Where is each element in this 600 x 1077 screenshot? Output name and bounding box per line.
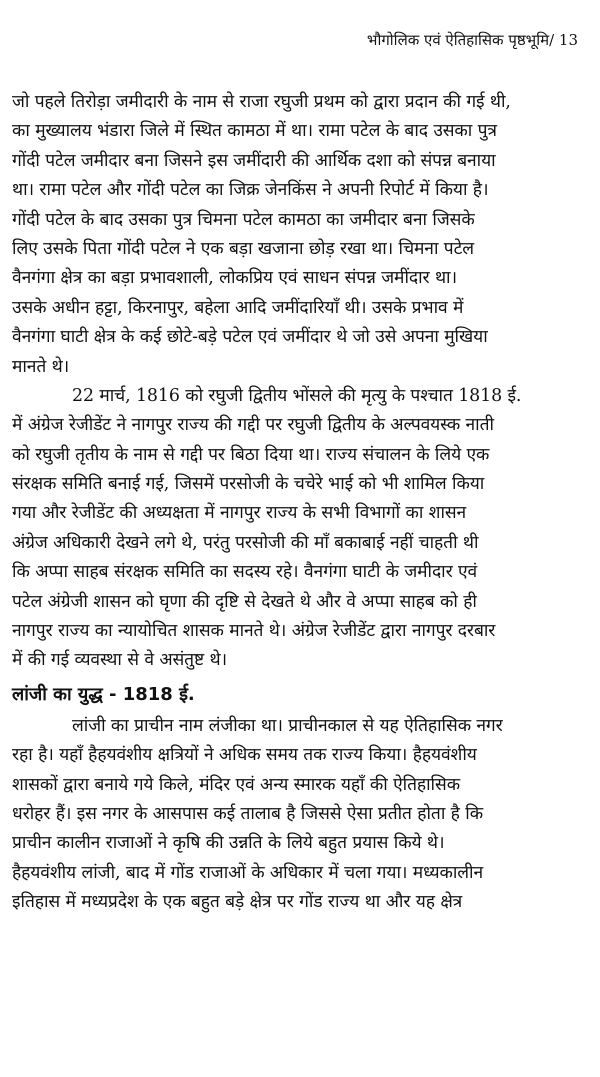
text-line: हैहयवंशीय लांजी, बाद में गोंड राजाओं के अधिकार में चला गया। मध्यकालीन [12, 862, 484, 883]
text-line: जो पहले तिरोड़ा जमीदारी के नाम से राजा रघुजी प्रथम को द्वारा प्रदान की गई थी, [12, 92, 511, 112]
text-line: में अंग्रेज रेजीडेंट ने नागपुर राज्य की गद्दी पर रघुजी द्वितीय के अल्पवयस्क नाती [12, 415, 494, 436]
text-line: इतिहास में मध्यप्रदेश के एक बहुत बड़े क्षेत्र पर गोंड राज्य था और यह क्षेत्र [12, 892, 463, 913]
text-line: नागपुर राज्य का न्यायोचित शासक मानते थे। अंग्रेज रेजीडेंट द्वारा नागपुर दरबार [12, 621, 496, 642]
text-line: धरोहर हैं। इस नगर के आसपास कई तालाब है जिससे ऐसा प्रतीत होता है कि [12, 803, 483, 824]
text-line: लिए उसके पिता गोंदी पटेल ने एक बड़ा खजाना छोड़ रखा था। चिमना पटेल [12, 238, 474, 259]
text-line: का मुख्यालय भंडारा जिले में स्थित कामठा में था। रामा पटेल के बाद उसका पुत्र [12, 121, 497, 142]
paragraph-2 [12, 382, 588, 676]
section-paragraph [12, 712, 588, 918]
text-line: को रघुजी तृतीय के नाम से गद्दी पर बिठा दिया था। राज्य संचालन के लिये एक [12, 444, 490, 465]
text-line: गोंदी पटेल जमीदार बना जिसने इस जमींदारी की आर्थिक दशा को संपन्न बनाया [12, 150, 496, 171]
text-line: गया और रेजीडेंट की अध्यक्षता में नागपुर राज्य के सभी विभागों का शासन [12, 503, 467, 524]
text-line: प्राचीन कालीन राजाओं ने कृषि की उन्नति के लिये बहुत प्रयास किये थे। [12, 833, 445, 854]
text-line: लांजी का प्राचीन नाम लंजीका था। प्राचीनकाल से यह ऐतिहासिक नगर [72, 715, 503, 736]
body-text [12, 88, 588, 918]
text-line: 22 मार्च, 1816 को रघुजी द्वितीय भोंसले की मृत्यु के पश्चात 1818 ई. [72, 385, 522, 406]
text-line: वैनगंगा घाटी क्षेत्र के कई छोटे-बड़े पटेल एवं जमींदार थे जो उसे अपना मुखिया [12, 327, 488, 348]
text-line: में की गई व्यवस्था से वे असंतुष्ट थे। [12, 650, 227, 671]
text-line: गोंदी पटेल के बाद उसका पुत्र चिमना पटेल कामठा का जमीदार बना जिसके [12, 209, 475, 230]
text-line: रहा है। यहाँ हैहयवंशीय क्षत्रियों ने अधिक समय तक राज्य किया। हैहयवंशीय [12, 745, 477, 766]
text-line: वैनगंगा क्षेत्र का बड़ा प्रभावशाली, लोकप्रिय एवं साधन संपन्न जमींदार था। [12, 268, 457, 289]
text-line: पटेल अंग्रेजी शासन को घृणा की दृष्टि से देखते थे और वे अप्पा साहब को ही [12, 591, 477, 612]
text-line: उसके अधीन हट्टा, किरनापुर, बहेला आदि जमींदारियाँ थी। उसके प्रभाव में [12, 297, 464, 318]
text-line: संरक्षक समिति बनाई गई, जिसमें परसोजी के चचेरे भाई को भी शामिल किया [12, 474, 485, 495]
text-line: शासकों द्वारा बनाये गये किले, मंदिर एवं अन्य स्मारक यहाँ की ऐतिहासिक [12, 774, 460, 795]
text-line: कि अप्पा साहब संरक्षक समिति का सदस्य रहे। वैनगंगा घाटी के जमीदार एवं [12, 562, 478, 583]
text-line: मानते थे। [12, 356, 70, 377]
paragraph-1 [12, 88, 588, 382]
text-line: था। रामा पटेल और गोंदी पटेल का जिक्र जेनकिंस ने अपनी रिपोर्ट में किया है। [12, 180, 489, 201]
running-header: भौगोलिक एवं ऐतिहासिक पृष्ठभूमि/ 13 [366, 31, 578, 49]
text-line: अंग्रेज अधिकारी देखने लगे थे, परंतु परसोजी की माँ बकाबाई नहीं चाहती थी [12, 532, 479, 553]
section-heading: लांजी का युद्ध - 1818 ई. [12, 683, 195, 705]
